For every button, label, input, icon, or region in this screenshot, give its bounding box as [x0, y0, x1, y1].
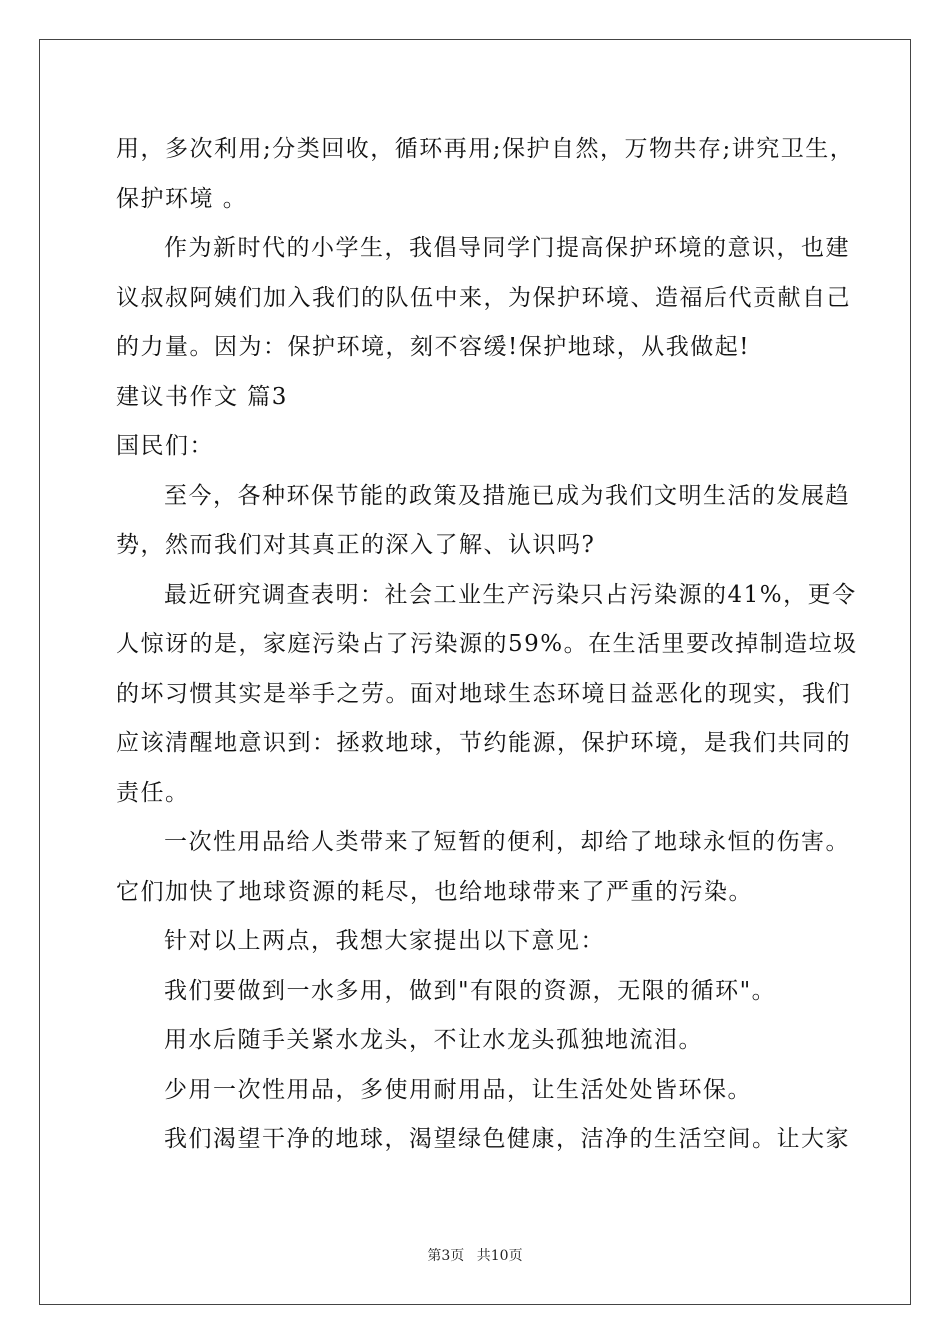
text-line: 的力量。因为：保护环境，刻不容缓!保护地球，从我做起!: [116, 334, 750, 360]
text-line: 一次性用品给人类带来了短暂的便利，却给了地球永恒的伤害。: [164, 829, 850, 855]
page-number: 第3页: [427, 1248, 465, 1264]
text-line: 用，多次利用;分类回收，循环再用;保护自然，万物共存;讲究卫生，: [116, 136, 855, 162]
text-line: 它们加快了地球资源的耗尽，也给地球带来了严重的污染。: [116, 878, 753, 905]
text-line: 针对以上两点，我想大家提出以下意见：: [164, 928, 605, 954]
text-line: 责任。: [116, 779, 190, 806]
text-line: 应该清醒地意识到：拯救地球，节约能源，保护环境，是我们共同的: [116, 730, 851, 756]
text-line: 用水后随手关紧水龙头，不让水龙头孤独地流泪。: [164, 1027, 703, 1053]
text-line: 人惊讶的是，家庭污染占了污染源的59%。在生活里要改掉制造垃圾: [116, 631, 858, 657]
section-heading: 建议书作文 篇3: [116, 383, 288, 410]
text-line: 作为新时代的小学生，我倡导同学门提高保护环境的意识，也建: [164, 235, 850, 261]
text-line: 少用一次性用品，多使用耐用品，让生活处处皆环保。: [164, 1076, 752, 1103]
page-footer: [0, 1245, 950, 1265]
salutation: 国民们：: [116, 433, 214, 459]
page-total: 共10页: [476, 1248, 523, 1264]
text-line: 保护环境 。: [116, 185, 248, 212]
text-line: 的坏习惯其实是举手之劳。面对地球生态环境日益恶化的现实，我们: [116, 680, 851, 707]
text-line: 最近研究调查表明：社会工业生产污染只占污染源的41%，更令: [164, 581, 857, 608]
text-line: 势，然而我们对其真正的深入了解、认识吗?: [116, 532, 596, 558]
text-line: 议叔叔阿姨们加入我们的队伍中来，为保护环境、造福后代贡献自己: [116, 284, 851, 311]
text-line: 我们要做到一水多用，做到"有限的资源，无限的循环"。: [164, 977, 777, 1004]
text-line: 至今，各种环保节能的政策及措施已成为我们文明生活的发展趋: [164, 482, 850, 509]
text-line: 我们渴望干净的地球，渴望绿色健康，洁净的生活空间。让大家: [164, 1126, 850, 1152]
document-body: [116, 125, 858, 1165]
